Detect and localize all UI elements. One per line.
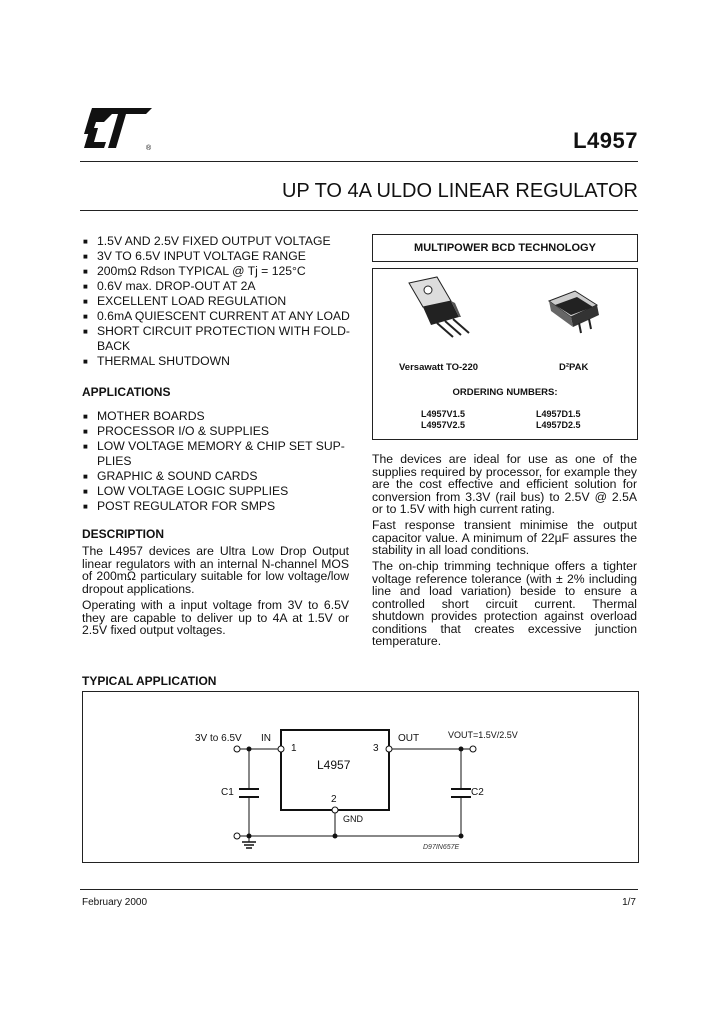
order-number: L4957D2.5 bbox=[536, 420, 581, 430]
technology-box bbox=[372, 234, 638, 262]
c1-label: C1 bbox=[221, 787, 234, 798]
list-item: ■ THERMAL SHUTDOWN bbox=[82, 354, 350, 369]
list-item: ■ LOW VOLTAGE LOGIC SUPPLIES bbox=[82, 484, 350, 499]
description-paragraph-2: Operating with a input voltage from 3V to 6.5V they are capable to deliver up to 4A at 1.5V or 2.5V fixed output voltages. bbox=[82, 598, 349, 637]
applications-list bbox=[82, 409, 350, 514]
list-item: ■ EXCELLENT LOAD REGULATION bbox=[82, 294, 350, 309]
list-item: ■ 200mΩ Rdson TYPICAL @ Tj = 125°C bbox=[82, 264, 350, 279]
ordering-heading: ORDERING NUMBERS: bbox=[452, 387, 558, 398]
order-number: L4957V2.5 bbox=[421, 420, 466, 430]
order-number: L4957D1.5 bbox=[536, 409, 581, 419]
page-title: UP TO 4A ULDO LINEAR REGULATOR bbox=[281, 180, 638, 202]
footer-rule bbox=[80, 889, 638, 890]
title-rule bbox=[80, 210, 638, 211]
gnd-label: GND bbox=[343, 814, 363, 824]
list-item: ■ SHORT CIRCUIT PROTECTION WITH FOLD-BACK bbox=[82, 324, 350, 354]
typical-application-heading: TYPICAL APPLICATION bbox=[82, 674, 217, 688]
figure-code: D97IN657E bbox=[423, 844, 460, 851]
package-caption-to220: Versawatt TO-220 bbox=[399, 362, 479, 373]
st-logo bbox=[82, 104, 156, 154]
list-item: ■ POST REGULATOR FOR SMPS bbox=[82, 499, 350, 514]
pin-2-label: 2 bbox=[331, 794, 337, 805]
header-rule bbox=[80, 161, 638, 162]
c2-label: C2 bbox=[471, 787, 484, 798]
page-number: 1/7 bbox=[622, 897, 636, 908]
feature-list bbox=[82, 234, 350, 369]
description-heading: DESCRIPTION bbox=[82, 527, 165, 541]
d2pak-package-image bbox=[541, 287, 611, 339]
list-item: ■ 3V TO 6.5V INPUT VOLTAGE RANGE bbox=[82, 249, 350, 264]
output-voltage-label: VOUT=1.5V/2.5V bbox=[448, 730, 518, 740]
input-voltage-label: 3V to 6.5V bbox=[195, 733, 242, 744]
list-item: ■ 0.6mA QUIESCENT CURRENT AT ANY LOAD bbox=[82, 309, 350, 324]
package-box bbox=[372, 268, 638, 440]
list-item: ■ MOTHER BOARDS bbox=[82, 409, 350, 424]
right-paragraph-1: The devices are ideal for use as one of the supplies required by processor, for example they are the cost effective and efficient solution for conversion from 3.3V (rail bus) to 2.5V @ 2.5A or to 1.5V with high current rating. bbox=[372, 452, 637, 516]
footer-date: February 2000 bbox=[82, 897, 148, 908]
list-item: ■ LOW VOLTAGE MEMORY & CHIP SET SUP-PLIES bbox=[82, 439, 350, 469]
right-paragraph-2: Fast response transient minimise the output capacitor value. A minimum of 22µF assures the stability in all load conditions. bbox=[372, 518, 637, 557]
list-item: ■ 1.5V AND 2.5V FIXED OUTPUT VOLTAGE bbox=[82, 234, 350, 249]
pin-in-label: IN bbox=[261, 733, 271, 744]
order-number: L4957V1.5 bbox=[421, 409, 466, 419]
ordering-right bbox=[536, 409, 581, 431]
pin-1-label: 1 bbox=[291, 743, 297, 754]
part-number: L4957 bbox=[573, 128, 638, 153]
technology-heading: MULTIPOWER BCD TECHNOLOGY bbox=[414, 242, 596, 254]
list-item: ■ 0.6V max. DROP-OUT AT 2A bbox=[82, 279, 350, 294]
pin-3-label: 3 bbox=[373, 743, 379, 754]
chip-label: L4957 bbox=[317, 758, 351, 772]
description-paragraph-1: The L4957 devices are Ultra Low Drop Output linear regulators with an internal N-channel MOS of 200mΩ particulary suitable for low voltage/low dropout applications. bbox=[82, 544, 349, 596]
circuit-diagram bbox=[83, 692, 638, 862]
pin-out-label: OUT bbox=[398, 733, 420, 744]
to220-package-image bbox=[403, 275, 483, 341]
package-caption-d2pak: D²PAK bbox=[559, 362, 589, 373]
list-item: ■ PROCESSOR I/O & SUPPLIES bbox=[82, 424, 350, 439]
typical-application-figure bbox=[82, 691, 639, 863]
ordering-left bbox=[421, 409, 465, 431]
applications-heading: APPLICATIONS bbox=[82, 385, 171, 399]
list-item: ■ GRAPHIC & SOUND CARDS bbox=[82, 469, 350, 484]
svg-text:®: ® bbox=[146, 145, 152, 152]
right-paragraph-3: The on-chip trimming technique offers a tighter voltage reference tolerance (with ± 2% including line and load variation) beside to ensure a controlled short circuit current. Thermal shutdown provides protection against overload conditions that creates excessive junction temperature. bbox=[372, 559, 637, 648]
